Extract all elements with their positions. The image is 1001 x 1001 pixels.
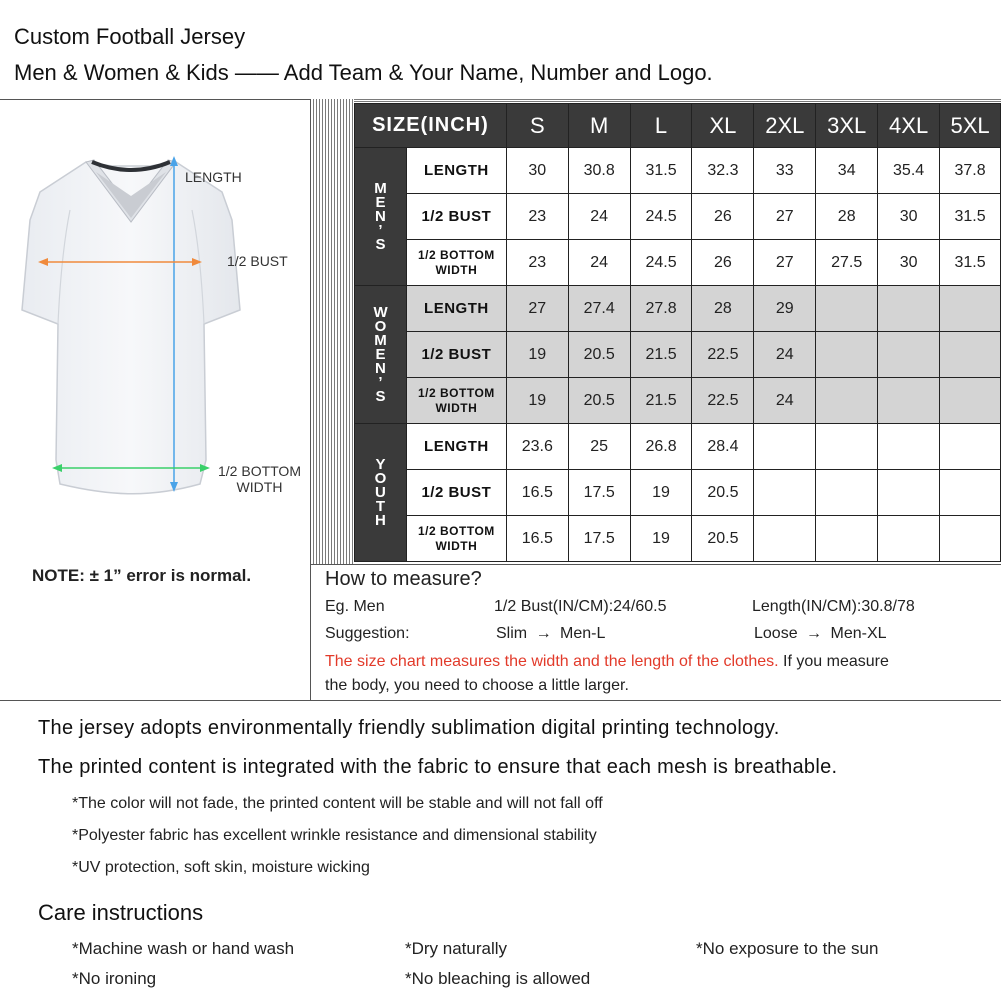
table-row — [355, 332, 1001, 378]
table-cell: 27.4 — [568, 286, 630, 332]
table-cell: 27 — [506, 286, 568, 332]
table-cell: 16.5 — [506, 516, 568, 562]
suggestion-label: Suggestion: — [325, 625, 410, 642]
table-cell: 37.8 — [940, 148, 1001, 194]
feature-bullet: *The color will not fade, the printed content will be stable and will not fall off — [72, 795, 603, 812]
warning-rest-text: If you measure — [778, 653, 889, 670]
empty-cell — [940, 424, 1001, 470]
size-header: XL — [692, 104, 754, 148]
size-header: M — [568, 104, 630, 148]
size-header: 2XL — [754, 104, 816, 148]
empty-cell — [878, 378, 940, 424]
table-cell: 26 — [692, 240, 754, 286]
row-label: 1/2 BUST — [406, 470, 506, 516]
warning-red-text: The size chart measures the width and the length of the clothes. — [325, 653, 779, 670]
row-label: LENGTH — [406, 286, 506, 332]
table-cell: 24.5 — [630, 194, 692, 240]
feature-bullet: *UV protection, soft skin, moisture wicking — [72, 859, 370, 876]
table-cell: 20.5 — [692, 516, 754, 562]
table-cell: 32.3 — [692, 148, 754, 194]
table-cell: 28 — [692, 286, 754, 332]
table-cell: 21.5 — [630, 378, 692, 424]
length-label: LENGTH — [185, 169, 242, 185]
row-label: LENGTH — [406, 148, 506, 194]
empty-cell — [816, 286, 878, 332]
empty-cell — [754, 470, 816, 516]
table-cell: 19 — [506, 378, 568, 424]
table-cell: 33 — [754, 148, 816, 194]
empty-cell — [878, 286, 940, 332]
empty-cell — [878, 332, 940, 378]
table-cell: 30 — [878, 240, 940, 286]
table-cell: 19 — [630, 470, 692, 516]
row-label: 1/2 BOTTOM WIDTH — [406, 378, 506, 424]
table-cell: 24 — [754, 378, 816, 424]
how-to-measure-title: How to measure? — [325, 568, 482, 590]
feature-bullet: *Polyester fabric has excellent wrinkle resistance and dimensional stability — [72, 827, 597, 844]
size-header: 4XL — [878, 104, 940, 148]
table-cell: 17.5 — [568, 470, 630, 516]
care-item: *No bleaching is allowed — [405, 969, 591, 988]
table-cell: 17.5 — [568, 516, 630, 562]
empty-cell — [878, 516, 940, 562]
table-cell: 19 — [506, 332, 568, 378]
table-row — [355, 470, 1001, 516]
group-label-text: Y O U T H — [374, 455, 387, 529]
hatch-pattern-left — [311, 99, 354, 564]
frame-bottom-line — [0, 700, 1001, 701]
table-cell: 30 — [506, 148, 568, 194]
empty-cell — [940, 516, 1001, 562]
table-cell: 28 — [816, 194, 878, 240]
size-header: 5XL — [940, 104, 1001, 148]
care-item: *No ironing — [72, 969, 157, 988]
empty-cell — [816, 378, 878, 424]
bottom-width-label — [218, 463, 301, 495]
loose-result: Men-XL — [830, 625, 887, 642]
table-cell: 19 — [630, 516, 692, 562]
table-cell: 24 — [568, 240, 630, 286]
size-corner-header: SIZE(INCH) — [355, 104, 507, 148]
empty-cell — [878, 424, 940, 470]
care-item: *Machine wash or hand wash — [72, 939, 295, 958]
group-label — [355, 148, 407, 286]
table-cell: 23 — [506, 240, 568, 286]
table-header-row — [355, 104, 1001, 148]
table-row — [355, 286, 1001, 332]
empty-cell — [816, 516, 878, 562]
empty-cell — [878, 470, 940, 516]
table-cell: 26.8 — [630, 424, 692, 470]
group-label-text: W O M E N ’ S — [373, 303, 388, 405]
group-label — [355, 286, 407, 424]
care-item: *Dry naturally — [405, 939, 508, 958]
table-row — [355, 240, 1001, 286]
empty-cell — [816, 470, 878, 516]
table-cell: 35.4 — [878, 148, 940, 194]
measure-warning-line2: the body, you need to choose a little larger. — [325, 677, 629, 694]
table-cell: 20.5 — [568, 378, 630, 424]
size-header: L — [630, 104, 692, 148]
size-header: 3XL — [816, 104, 878, 148]
table-cell: 23.6 — [506, 424, 568, 470]
table-cell: 22.5 — [692, 332, 754, 378]
table-cell: 23 — [506, 194, 568, 240]
table-cell: 31.5 — [630, 148, 692, 194]
page-subtitle: Men & Women & Kids —— Add Team & Your Name, Number and Logo. — [14, 60, 713, 85]
table-row — [355, 148, 1001, 194]
arrow-right-icon: → — [806, 625, 823, 642]
table-cell: 21.5 — [630, 332, 692, 378]
row-label: 1/2 BOTTOM WIDTH — [406, 240, 506, 286]
example-label: Eg. Men — [325, 598, 385, 615]
table-cell: 34 — [816, 148, 878, 194]
table-cell: 20.5 — [568, 332, 630, 378]
empty-cell — [816, 424, 878, 470]
suggestion-slim — [496, 625, 605, 643]
empty-cell — [754, 424, 816, 470]
table-cell: 27.8 — [630, 286, 692, 332]
example-bust: 1/2 Bust(IN/CM):24/60.5 — [494, 598, 667, 615]
row-label: 1/2 BOTTOM WIDTH — [406, 516, 506, 562]
table-cell: 24 — [568, 194, 630, 240]
size-chart-table — [354, 103, 1001, 562]
bottom-width-label-line1: 1/2 BOTTOM — [218, 463, 301, 479]
row-label: 1/2 BUST — [406, 332, 506, 378]
table-cell: 20.5 — [692, 470, 754, 516]
row-label: LENGTH — [406, 424, 506, 470]
table-cell: 25 — [568, 424, 630, 470]
empty-cell — [940, 286, 1001, 332]
table-row — [355, 378, 1001, 424]
loose-text: Loose — [754, 625, 798, 642]
row-label: 1/2 BUST — [406, 194, 506, 240]
measure-warning — [325, 653, 889, 671]
table-cell: 28.4 — [692, 424, 754, 470]
table-cell: 26 — [692, 194, 754, 240]
table-row — [355, 516, 1001, 562]
table-cell: 30 — [878, 194, 940, 240]
table-cell: 27 — [754, 194, 816, 240]
empty-cell — [940, 332, 1001, 378]
bottom-width-label-line2: WIDTH — [236, 479, 283, 495]
table-cell: 29 — [754, 286, 816, 332]
description-line-2: The printed content is integrated with the fabric to ensure that each mesh is breathable. — [38, 756, 838, 778]
table-cell: 31.5 — [940, 240, 1001, 286]
table-cell: 27.5 — [816, 240, 878, 286]
table-row — [355, 194, 1001, 240]
table-cell: 24.5 — [630, 240, 692, 286]
care-item: *No exposure to the sun — [696, 939, 879, 958]
arrow-right-icon: → — [535, 625, 552, 642]
empty-cell — [754, 516, 816, 562]
size-header: S — [506, 104, 568, 148]
note-text: NOTE: ± 1” error is normal. — [32, 566, 252, 585]
group-label-text: M E N ’ S — [374, 179, 387, 253]
description-line-1: The jersey adopts environmentally friendly sublimation digital printing technology. — [38, 717, 780, 739]
empty-cell — [816, 332, 878, 378]
empty-cell — [940, 378, 1001, 424]
table-cell: 31.5 — [940, 194, 1001, 240]
slim-result: Men-L — [560, 625, 606, 642]
bust-label: 1/2 BUST — [227, 253, 288, 269]
table-cell: 16.5 — [506, 470, 568, 516]
suggestion-loose — [754, 625, 887, 643]
empty-cell — [940, 470, 1001, 516]
group-label — [355, 424, 407, 562]
table-cell: 24 — [754, 332, 816, 378]
table-cell: 22.5 — [692, 378, 754, 424]
table-row — [355, 424, 1001, 470]
table-cell: 30.8 — [568, 148, 630, 194]
example-length: Length(IN/CM):30.8/78 — [752, 598, 915, 615]
table-cell: 27 — [754, 240, 816, 286]
page-title: Custom Football Jersey — [14, 24, 246, 49]
slim-text: Slim — [496, 625, 528, 642]
table-bottom-line — [311, 564, 1001, 565]
care-title: Care instructions — [38, 900, 204, 925]
